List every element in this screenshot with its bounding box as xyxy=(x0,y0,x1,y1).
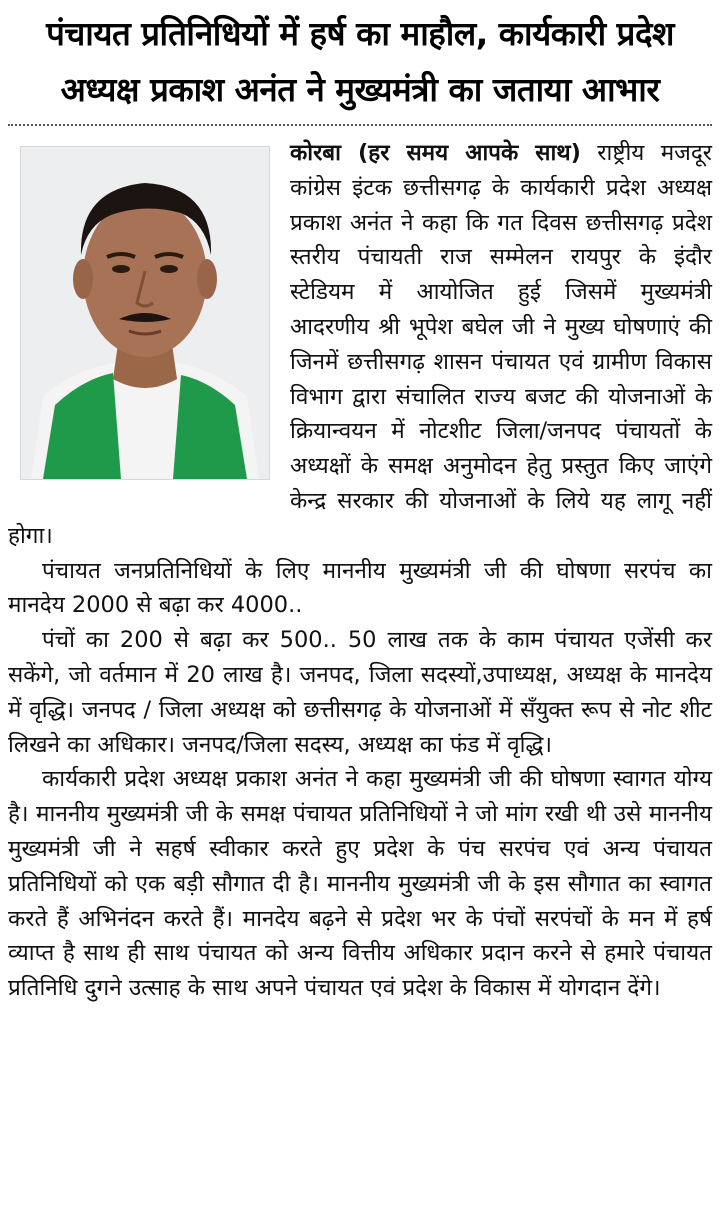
portrait-photo-icon xyxy=(20,146,270,480)
headline xyxy=(8,6,712,118)
paragraph-2: पंचायत जनप्रतिनिधियों के लिए माननीय मुख्यमंत्री जी की घोषणा सरपंच का मानदेय 2000 से बढ़ा कर 4000.. xyxy=(8,557,712,619)
headline-divider xyxy=(8,124,712,126)
paragraph-4: कार्यकारी प्रदेश अध्यक्ष प्रकाश अनंत ने कहा मुख्यमंत्री जी की घोषणा स्वागत योग्य है। माननीय मुख्यमंत्री जी के समक्ष पंचायत प्रतिनिधियों ने जो मांग रखी थी उसे माननीय मुख्यमंत्री जी ने सहर्ष स्वीकार करते हुए प्रदेश के पंच सरपंच एवं अन्य पंचायत प्रतिनिधियों को एक बड़ी सौगात दी है। माननीय मुख्यमंत्री जी के इस सौगात का स्वागत करते हैं अभिनंदन करते हैं। मानदेय बढ़ने से प्रदेश भर के पंचों सरपंचों के मन में हर्ष व्याप्त है साथ ही साथ पंचायत को अन्य वित्तीय अधिकार प्रदान करने से हमारे पंचायत प्रतिनिधि दुगने उत्साह के साथ अपने पंचायत एवं प्रदेश के विकास में योगदान देंगे। xyxy=(8,766,712,1002)
paragraph-3: पंचों का 200 से बढ़ा कर 500.. 50 लाख तक के काम पंचायत एजेंसी कर सकेंगे, जो वर्तमान में 20 लाख है। जनपद, जिला सदस्यों,उपाध्यक्ष, अध्यक्ष के मानदेय में वृद्धि। जनपद / जिला अध्यक्ष को छत्तीसगढ़ के योजनाओं में सँयुक्त रूप से नोट शीट लिखने का अधिकार। जनपद/जिला सदस्य, अध्यक्ष का फंड में वृद्धि। xyxy=(8,627,712,758)
paragraph-1-text: राष्ट्रीय मजदूर कांग्रेस इंटक छत्तीसगढ़ के कार्यकारी प्रदेश अध्यक्ष प्रकाश अनंत ने कहा कि गत दिवस छत्तीसगढ़ प्रदेश स्तरीय पंचायती राज सम्मेलन रायपुर के इंदौर स्टेडियम में आयोजित हुई जिसमें मुख्यमंत्री आदरणीय श्री भूपेश बघेल जी ने मुख्य घोषणाएं की जिनमें छत्तीसगढ़ शासन पंचायत एवं ग्रामीण विकास विभाग द्वारा संचालित राज्य बजट की योजनाओं के क्रियान्वयन में नोटशीट जिला/जनपद पंचायतों के अध्यक्षों के समक्ष अनुमोदन हेतु प्रस्तुत किए जाएंगे केन्द्र सरकार की योजनाओं के लिये यह लागू नहीं होगा। xyxy=(8,140,712,549)
dateline: कोरबा (हर समय आपके साथ) xyxy=(290,140,581,166)
article-body xyxy=(8,136,712,1006)
headline-line-1: पंचायत प्रतिनिधियों में हर्ष का माहौल, कार्यकारी प्रदेश xyxy=(46,14,674,53)
headline-line-2: अध्यक्ष प्रकाश अनंत ने मुख्यमंत्री का जताया आभार xyxy=(60,70,660,109)
